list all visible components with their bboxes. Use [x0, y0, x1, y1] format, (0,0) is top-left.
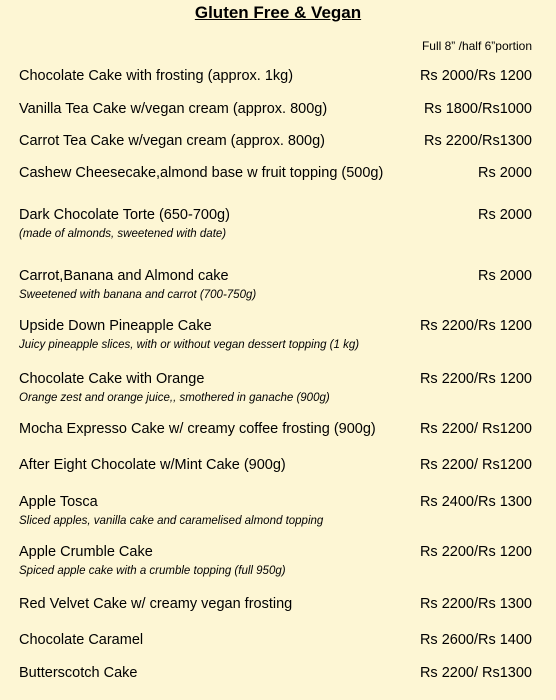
menu-item: [19, 421, 532, 437]
item-price: Rs 2200/Rs 1200: [419, 371, 532, 387]
menu-item: [19, 268, 532, 301]
item-price: Rs 2200/Rs1300: [423, 133, 532, 149]
item-name: Butterscotch Cake: [19, 665, 138, 681]
item-name: Cashew Cheesecake,almond base w fruit topping (500g): [19, 165, 384, 181]
item-price: Rs 2000: [477, 207, 532, 223]
item-name: Mocha Expresso Cake w/ creamy coffee frosting (900g): [19, 421, 376, 437]
item-price: Rs 2200/Rs 1200: [419, 318, 532, 334]
menu-item: [19, 632, 532, 648]
menu-item: [19, 68, 532, 84]
item-price: Rs 1800/Rs1000: [423, 101, 532, 117]
item-description: Juicy pineapple slices, with or without vegan dessert topping (1 kg): [19, 339, 360, 351]
item-name: After Eight Chocolate w/Mint Cake (900g): [19, 457, 286, 473]
item-name: Carrot,Banana and Almond cake: [19, 268, 229, 284]
item-price: Rs 2600/Rs 1400: [419, 632, 532, 648]
item-price: Rs 2200/ Rs1300: [419, 665, 532, 681]
menu-item: [19, 207, 532, 240]
menu-item: [19, 596, 532, 612]
item-price: Rs 2400/Rs 1300: [419, 494, 532, 510]
item-description: Orange zest and orange juice,, smothered in ganache (900g): [19, 392, 330, 404]
item-price: Rs 2000: [477, 268, 532, 284]
menu-item: [19, 318, 532, 351]
menu-item: [19, 494, 532, 527]
menu-item: [19, 544, 532, 577]
item-name: Apple Tosca: [19, 494, 98, 510]
item-price: Rs 2000/Rs 1200: [419, 68, 532, 84]
item-name: Vanilla Tea Cake w/vegan cream (approx. 800g): [19, 101, 328, 117]
item-description: Spiced apple cake with a crumble topping (full 950g): [19, 565, 286, 577]
item-name: Dark Chocolate Torte (650-700g): [19, 207, 230, 223]
menu-item: [19, 665, 532, 681]
menu-item: [19, 133, 532, 149]
menu-item: [19, 371, 532, 404]
item-price: Rs 2200/ Rs1200: [419, 457, 532, 473]
menu-item: [19, 457, 532, 473]
item-name: Chocolate Cake with frosting (approx. 1kg): [19, 68, 294, 84]
item-price: Rs 2200/ Rs1200: [419, 421, 532, 437]
menu-title: Gluten Free & Vegan: [194, 3, 362, 22]
item-name: Upside Down Pineapple Cake: [19, 318, 212, 334]
item-name: Red Velvet Cake w/ creamy vegan frosting: [19, 596, 293, 612]
menu-item: [19, 101, 532, 117]
item-name: Chocolate Cake with Orange: [19, 371, 205, 387]
item-name: Chocolate Caramel: [19, 632, 144, 648]
item-description: Sliced apples, vanilla cake and caramelised almond topping: [19, 515, 324, 527]
item-description: Sweetened with banana and carrot (700-750g): [19, 289, 257, 301]
item-price: Rs 2200/Rs 1300: [419, 596, 532, 612]
item-price: Rs 2000: [477, 165, 532, 181]
item-name: Apple Crumble Cake: [19, 544, 153, 560]
item-name: Carrot Tea Cake w/vegan cream (approx. 800g): [19, 133, 325, 149]
item-price: Rs 2200/Rs 1200: [419, 544, 532, 560]
item-description: (made of almonds, sweetened with date): [19, 228, 227, 240]
menu-item: [19, 165, 532, 181]
portion-header: Full 8” /half 6”portion: [421, 39, 532, 53]
